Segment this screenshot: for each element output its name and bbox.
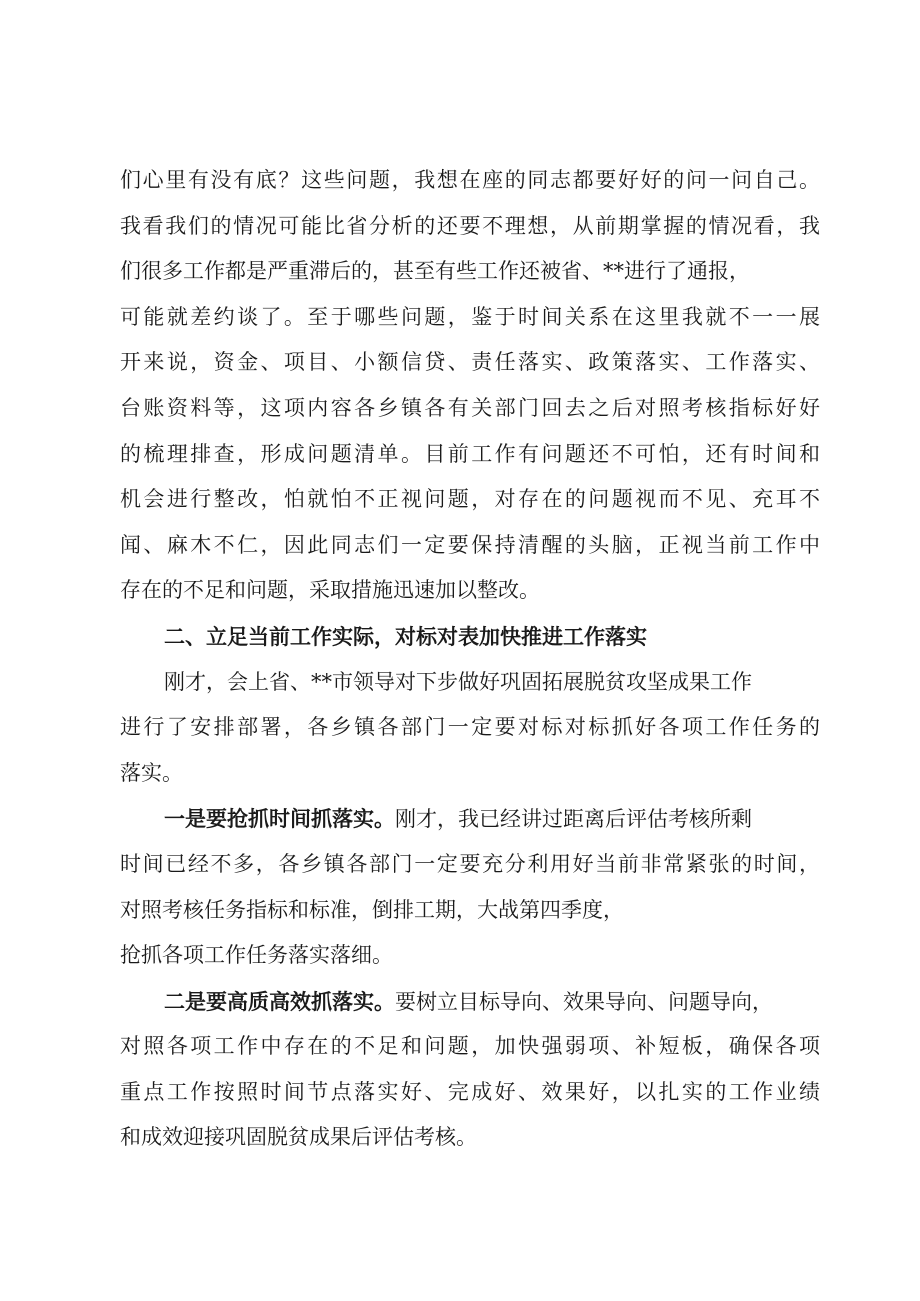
text-line: 闻、麻木不仁，因此同志们一定要保持清醒的头脑，正视当前工作中 xyxy=(120,532,820,557)
text-line: 开来说，资金、项目、小额信贷、责任落实、政策落实、工作落实、 xyxy=(120,350,820,375)
paragraph-point-one xyxy=(120,796,820,978)
text-line: 存在的不足和问题，采取措施迅速加以整改。 xyxy=(120,578,540,603)
text-line xyxy=(120,796,820,842)
point-lead: 一是要抢抓时间抓落实。 xyxy=(164,806,395,832)
text-line: 和成效迎接巩固脱贫成果后评估考核。 xyxy=(120,1125,477,1150)
text-line: 机会进行整改，怕就怕不正视问题，对存在的问题视而不见、充耳不 xyxy=(120,487,820,512)
section-heading: 二、立足当前工作实际，对标对表加快推进工作落实 xyxy=(164,623,647,649)
text-line: 重点工作按照时间节点落实好、完成好、效果好，以扎实的工作业绩 xyxy=(120,1079,820,1104)
point-lead: 二是要高质高效抓落实。 xyxy=(164,988,395,1014)
paragraph-point-two xyxy=(120,979,820,1161)
text-line: 落实。 xyxy=(120,760,183,785)
text-line xyxy=(120,979,820,1025)
text-line: 对照考核任务指标和标准，倒排工期，大战第四季度， xyxy=(120,897,624,922)
text-line: 们很多工作都是严重滞后的，甚至有些工作还被省、**进行了通报， xyxy=(120,259,750,284)
text-line: 的梳理排查，形成问题清单。目前工作有问题还不可怕，还有时间和 xyxy=(120,441,820,466)
text-line: 进行了安排部署，各乡镇各部门一定要对标对标抓好各项工作任务的 xyxy=(120,715,820,740)
paragraph-intro xyxy=(120,660,820,797)
text-line: 刚才，会上省、**市领导对下步做好巩固拓展脱贫攻坚成果工作 xyxy=(164,669,752,694)
text-line: 对照各项工作中存在的不足和问题，加快强弱项、补短板，确保各项 xyxy=(120,1034,820,1059)
text-line: 台账资料等，这项内容各乡镇各有关部门回去之后对照考核指标好好 xyxy=(120,395,820,420)
text-line: 可能就差约谈了。至于哪些问题，鉴于时间关系在这里我就不一一展 xyxy=(120,304,820,329)
text-line: 抢抓各项工作任务落实落细。 xyxy=(120,943,393,968)
point-text: 要树立目标导向、效果导向、问题导向， xyxy=(395,989,773,1014)
document-body xyxy=(120,158,820,1161)
text-line: 我看我们的情况可能比省分析的还要不理想，从前期掌握的情况看，我 xyxy=(120,213,820,238)
point-text: 刚才，我已经讲过距离后评估考核所剩 xyxy=(395,807,752,832)
text-line: 们心里有没有底？这些问题，我想在座的同志都要好好的问一问自己。 xyxy=(120,168,820,192)
text-line: 时间已经不多，各乡镇各部门一定要充分利用好当前非常紧张的时间， xyxy=(120,851,820,876)
paragraph-continuation xyxy=(120,158,820,614)
